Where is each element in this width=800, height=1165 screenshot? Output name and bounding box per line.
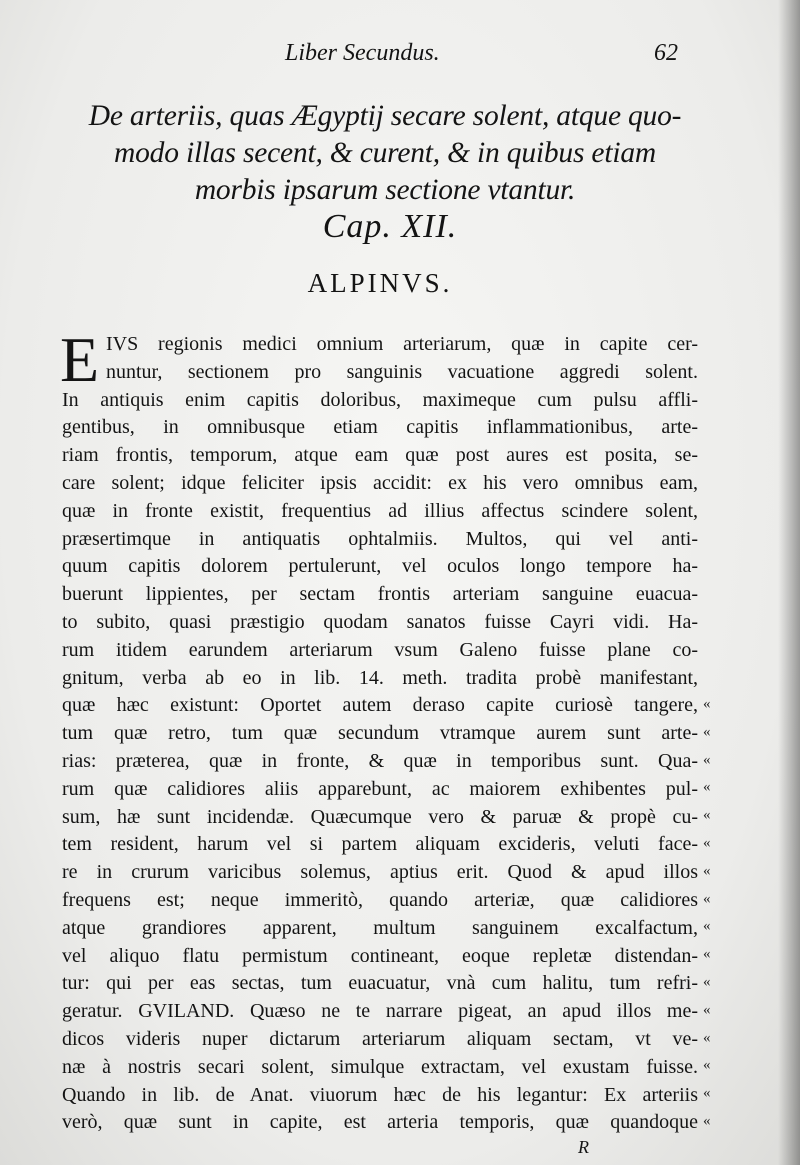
text-line: geratur. GVILAND. Quæso ne te narrare pigeat, an apud illos me- (62, 1000, 698, 1023)
text-line: rias: præterea, quæ in fronte, & quæ in temporibus sunt. Qua- (62, 749, 698, 772)
text-line: næ à nostris secari solent, simulque extractam, vel exustam fuisse. (62, 1055, 698, 1078)
running-head-title: Liber Secundus. (285, 40, 440, 66)
quote-mark: « (703, 862, 711, 879)
text-line: re in crurum varicibus solemus, aptius erit. Quod & apud illos (62, 861, 698, 884)
quote-mark: « (703, 973, 711, 990)
text-line: quæ hæc existunt: Oportet autem deraso capite curiosè tangere, (62, 694, 698, 717)
text-line: care solent; idque feliciter ipsis accidit: ex his vero omnibus eam, (62, 471, 698, 494)
chapter-title-line: morbis ipsarum sectione vtantur. (194, 174, 576, 206)
quote-mark: « (703, 807, 711, 824)
quote-mark: « (703, 1001, 711, 1018)
quote-mark: « (703, 723, 711, 740)
chapter-title (50, 98, 720, 209)
text-line: tem resident, harum vel si partem aliquam excideris, veluti face- (62, 833, 698, 856)
chapter-number: Cap. XII. (322, 208, 458, 245)
text-line: gentibus, in omnibusque etiam capitis inflammationibus, arte- (62, 416, 698, 439)
text-line: verò, quæ sunt in capite, est arteria temporis, quæ quandoque (62, 1111, 698, 1134)
chapter-title-line: De arteriis, quas Ægyptij secare solent, atque quo- (88, 100, 682, 132)
text-line: Quando in lib. de Anat. viuorum hæc de his legantur: Ex arteriis (62, 1083, 698, 1106)
quote-mark: « (703, 1112, 711, 1129)
text-line: to subito, quasi præstigio quodam sanatos fuisse Cayri vidi. Ha- (62, 610, 698, 633)
text-line: tur: qui per eas sectas, tum euacuatur, vnà cum halitu, tum refri- (62, 972, 698, 995)
margin-quotation-marks (703, 691, 725, 1136)
chapter-title-line: modo illas secent, & curent, & in quibus etiam (114, 137, 656, 169)
text-line: præsertimque in antiquatis ophtalmiis. Multos, qui vel anti- (62, 527, 698, 550)
text-line: riam frontis, temporum, atque eam quæ post aures est posita, se- (62, 444, 698, 467)
page-edge-shadow (778, 0, 800, 1165)
quote-mark: « (703, 1029, 711, 1046)
text-line: dicos videris nuper dictarum arteriarum aliquam sectam, vt ve- (62, 1027, 698, 1050)
text-line: quæ in fronte existit, frequentius ad illius affectus scindere solent, (62, 499, 698, 522)
body-text (60, 324, 698, 1137)
text-line: tum quæ retro, tum quæ secundum vtramque aurem sunt arte- (62, 722, 698, 745)
text-line: In antiquis enim capitis doloribus, maximeque cum pulsu affli- (62, 388, 698, 411)
quote-mark: « (703, 946, 711, 963)
quote-mark: « (703, 1085, 711, 1102)
quote-mark: « (703, 834, 711, 851)
text-line: atque grandiores apparent, multum sanguinem excalfactum, (62, 916, 698, 939)
quote-mark: « (703, 918, 711, 935)
text-line: rum itidem earundem arteriarum vsum Galeno fuisse plane co- (62, 638, 698, 661)
running-head (0, 40, 800, 74)
quote-mark: « (703, 890, 711, 907)
text-line: frequens est; neque immeritò, quando arteriæ, quæ calidiores (62, 888, 698, 911)
text-line: buerunt lippientes, per sectam frontis arteriam sanguine euacua- (62, 583, 698, 606)
text-line: sum, hæ sunt incidendæ. Quæcumque vero & paruæ & propè cu- (62, 805, 698, 828)
text-line: IVS regionis medici omnium arteriarum, quæ in capite cer- (106, 333, 698, 355)
quote-mark: « (703, 1057, 711, 1074)
text-line: vel aliquo flatu permistum contineant, eoque repletæ distendan- (62, 944, 698, 967)
catchword: R (578, 1137, 589, 1157)
text-line: quum capitis dolorem pertulerunt, vel oculos longo tempore ha- (62, 555, 698, 578)
text-line: gnitum, verba ab eo in lib. 14. meth. tradita probè manifestant, (62, 666, 698, 689)
text-line: rum quæ calidiores aliis apparebunt, ac maiorem exhibentes pul- (62, 777, 698, 800)
quote-mark: « (703, 779, 711, 796)
drop-cap: E (60, 324, 100, 395)
quote-mark: « (703, 751, 711, 768)
text-line: nuntur, sectionem pro sanguinis vacuatione aggredi solent. (106, 360, 698, 383)
speaker-heading: ALPINVS. (307, 268, 453, 298)
quote-mark: « (703, 696, 711, 712)
page-number: 62 (654, 40, 678, 66)
